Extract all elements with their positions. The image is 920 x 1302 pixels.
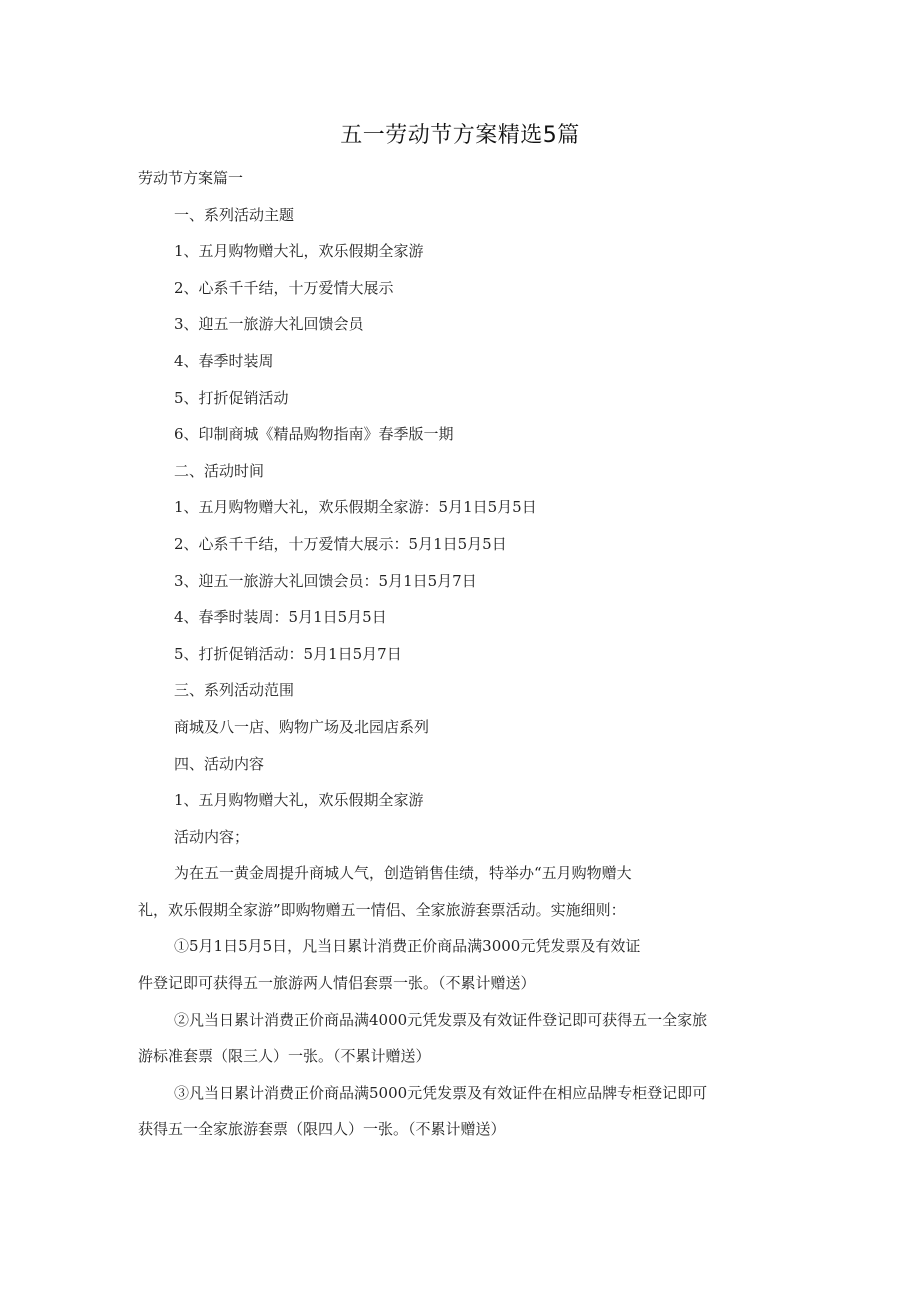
paragraph-line: 获得五一全家旅游套票（限四人）一张。（不累计赠送） xyxy=(138,1120,506,1139)
paragraph-line: 游标准套票（限三人）一张。（不累计赠送） xyxy=(138,1047,431,1066)
paragraph-line: 一、系列活动主题 xyxy=(174,205,295,224)
paragraph-line: 5、打折促销活动：5月1日5月7日 xyxy=(174,644,402,663)
paragraph-line: 活动内容； xyxy=(174,827,250,846)
paragraph-line: 为在五一黄金周提升商城人气，创造销售佳绩，特举办“五月购物赠大 xyxy=(174,864,632,883)
paragraph-line: ②凡当日累计消费正价商品满4000元凭发票及有效证件登记即可获得五一全家旅 xyxy=(174,1010,708,1029)
paragraph-line: 6、印制商城《精品购物指南》春季版一期 xyxy=(174,425,454,444)
paragraph-line: 1、五月购物赠大礼，欢乐假期全家游 xyxy=(174,242,424,261)
document-body xyxy=(138,160,788,1148)
paragraph-line: 2、心系千千结，十万爱情大展示：5月1日5月5日 xyxy=(174,534,507,553)
paragraph-line: 4、春季时装周：5月1日5月5日 xyxy=(174,608,387,627)
paragraph-line: 1、五月购物赠大礼，欢乐假期全家游：5月1日5月5日 xyxy=(174,498,537,517)
paragraph-line: 4、春季时装周 xyxy=(174,351,274,370)
paragraph-line: 2、心系千千结，十万爱情大展示 xyxy=(174,278,394,297)
paragraph-line: 二、活动时间 xyxy=(174,461,265,480)
document-title: 五一劳动节方案精选5篇 xyxy=(340,123,580,148)
paragraph-line: 三、系列活动范围 xyxy=(174,681,295,700)
paragraph-line: 1、五月购物赠大礼，欢乐假期全家游 xyxy=(174,791,424,810)
paragraph-line: ③凡当日累计消费正价商品满5000元凭发票及有效证件在相应品牌专柜登记即可 xyxy=(174,1083,708,1102)
paragraph-line: 劳动节方案篇一 xyxy=(138,169,244,187)
paragraph-line: 3、迎五一旅游大礼回馈会员：5月1日5月7日 xyxy=(174,571,477,590)
paragraph-line: 商城及八一店、购物广场及北园店系列 xyxy=(174,717,430,736)
paragraph-line: 件登记即可获得五一旅游两人情侣套票一张。（不累计赠送） xyxy=(138,974,536,993)
paragraph-line: ①5月1日5月5日，凡当日累计消费正价商品满3000元凭发票及有效证 xyxy=(174,937,641,956)
paragraph-line: 四、活动内容 xyxy=(174,754,265,773)
paragraph-line: 3、迎五一旅游大礼回馈会员 xyxy=(174,315,364,334)
paragraph-line: 礼，欢乐假期全家游”即购物赠五一情侣、全家旅游套票活动。实施细则： xyxy=(138,900,626,919)
paragraph-line: 5、打折促销活动 xyxy=(174,388,289,407)
